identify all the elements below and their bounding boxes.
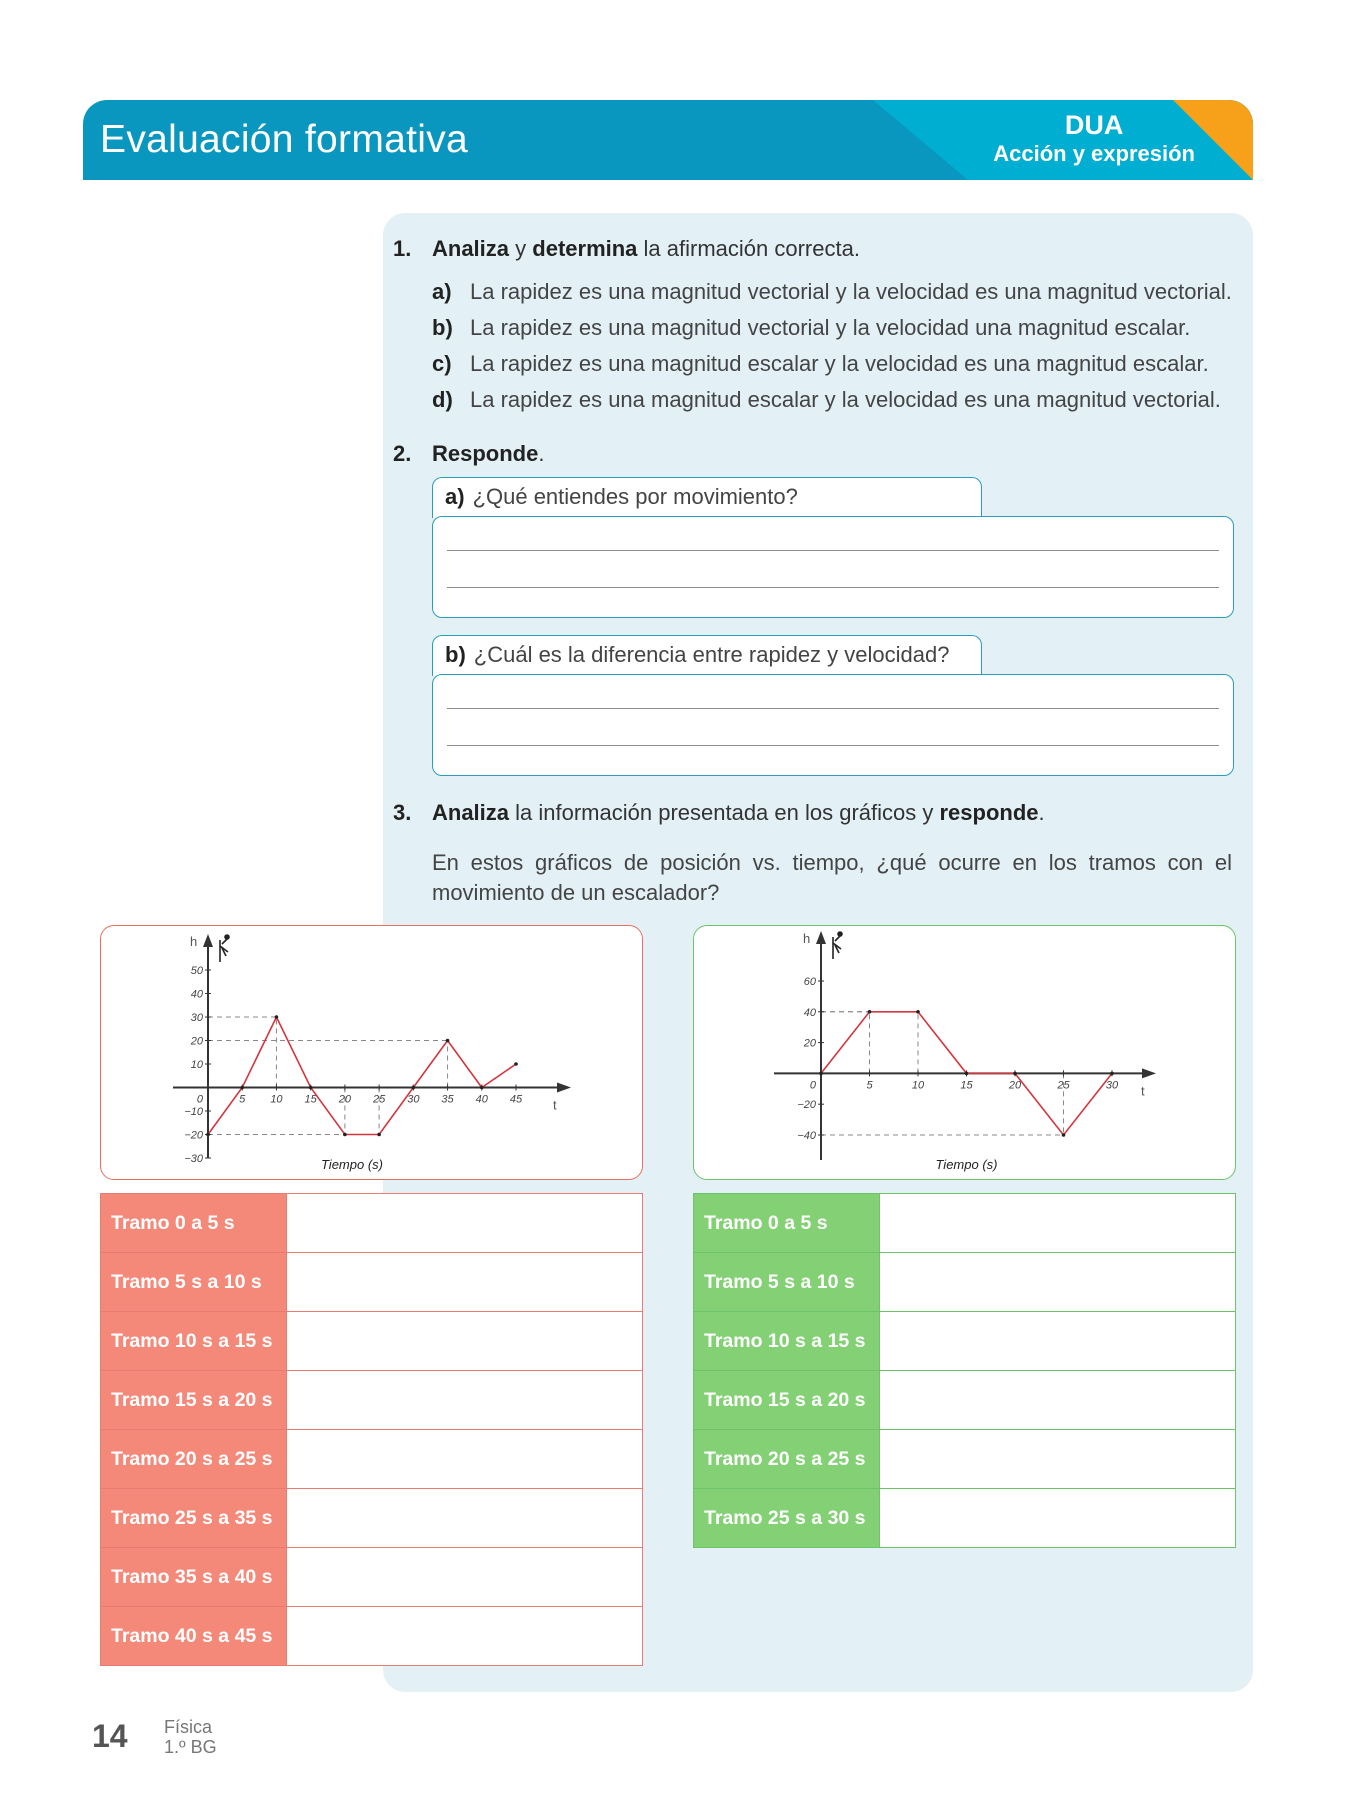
q2-rest: . (538, 441, 545, 466)
q1-rest: la afirmación correcta. (637, 236, 860, 261)
dua-badge (993, 110, 1195, 168)
data-point (480, 1086, 484, 1090)
option-label: a) (432, 279, 452, 304)
x-tick-label: 25 (372, 1093, 386, 1106)
tramo-answer-cell[interactable] (880, 1489, 1236, 1548)
x-tick-label: 40 (475, 1093, 488, 1106)
x-tick-label: 30 (407, 1093, 420, 1106)
data-point (446, 1039, 450, 1043)
tramo-answer-cell[interactable] (287, 1312, 643, 1371)
table-row (694, 1371, 1236, 1430)
tramo-answer-cell[interactable] (287, 1430, 643, 1489)
data-point (514, 1062, 518, 1066)
y-tick-label: 40 (803, 1006, 816, 1019)
data-point (412, 1086, 416, 1090)
q2a-answer-box[interactable] (432, 516, 1234, 618)
data-point (868, 1010, 872, 1014)
q2a-label: a) (445, 484, 465, 509)
q3-middle: la información presentada en los gráficos y (509, 800, 940, 825)
tramo-answer-cell[interactable] (287, 1194, 643, 1253)
option-text: La rapidez es una magnitud vectorial y la velocidad una magnitud escalar. (470, 315, 1191, 340)
grade-level: 1.º BG (164, 1737, 217, 1757)
x-tick-label: 15 (960, 1079, 973, 1092)
y-tick-label: 60 (803, 976, 816, 988)
answer-line (447, 745, 1219, 746)
table-row (694, 1430, 1236, 1489)
page-title: Evaluación formativa (100, 118, 469, 161)
tramo-label: Tramo 20 s a 25 s (101, 1430, 287, 1489)
x-tick-label: 20 (338, 1093, 352, 1106)
table-row (101, 1548, 643, 1607)
y-tick-label: 40 (190, 988, 203, 1001)
x-axis-label: Tiempo (s) (320, 1157, 384, 1172)
x-axis-symbol: t (1141, 1083, 1145, 1099)
tramo-label: Tramo 40 s a 45 s (101, 1607, 287, 1666)
tramo-answer-cell[interactable] (880, 1430, 1236, 1489)
option-text: La rapidez es una magnitud escalar y la velocidad es una magnitud vectorial. (470, 387, 1221, 412)
q1-prompt (432, 236, 860, 262)
dua-category: Acción y expresión (993, 141, 1195, 166)
tramo-answer-cell[interactable] (880, 1371, 1236, 1430)
option-label: d) (432, 387, 453, 412)
data-point (343, 1133, 347, 1137)
tramo-label: Tramo 10 s a 15 s (101, 1312, 287, 1371)
y-tick-label: 10 (190, 1059, 203, 1071)
q2a-question-tab (432, 477, 982, 518)
q2b-label: b) (445, 642, 466, 667)
position-time-chart-2 (694, 926, 1235, 1179)
y-axis-symbol: h (803, 931, 811, 946)
data-point (1110, 1072, 1114, 1076)
x-axis-label: Tiempo (s) (935, 1157, 998, 1172)
data-point (309, 1086, 313, 1090)
x-tick-label: 5 (239, 1093, 246, 1106)
table-row (694, 1312, 1236, 1371)
table-row (101, 1194, 643, 1253)
option-text: La rapidez es una magnitud escalar y la velocidad es una magnitud escalar. (470, 351, 1209, 376)
y-tick-label: 20 (803, 1037, 816, 1050)
y-tick-label: −20 (797, 1099, 816, 1112)
q1-option-a[interactable] (432, 279, 1232, 305)
q3-paragraph: En estos gráficos de posición vs. tiempo, ¿qué ocurre en los tramos con el movimiento de un escalador? (432, 850, 1232, 905)
table-row (694, 1253, 1236, 1312)
subject-name: Física (164, 1717, 213, 1737)
x-tick-label: 45 (509, 1093, 523, 1106)
page-number: 14 (92, 1718, 128, 1754)
tramo-answer-cell[interactable] (287, 1253, 643, 1312)
tramo-label: Tramo 0 a 5 s (694, 1194, 880, 1253)
tramos-table-left (100, 1193, 643, 1666)
data-point (916, 1010, 920, 1014)
tramo-label: Tramo 10 s a 15 s (694, 1312, 880, 1371)
y-axis-arrow-icon (816, 931, 826, 944)
origin-label: 0 (809, 1079, 816, 1092)
q1-option-b[interactable] (432, 315, 1190, 341)
q2-prompt (432, 441, 544, 467)
table-row (101, 1430, 643, 1489)
data-point (1013, 1072, 1017, 1076)
y-tick-label: −40 (797, 1130, 816, 1142)
tramo-label: Tramo 25 s a 35 s (101, 1489, 287, 1548)
q2-number: 2. (393, 441, 412, 466)
y-tick-label: 20 (190, 1035, 203, 1048)
option-label: c) (432, 351, 452, 376)
q3-number: 3. (393, 800, 412, 825)
table-row (101, 1253, 643, 1312)
x-axis-arrow-icon (1142, 1068, 1156, 1078)
q1-number: 1. (393, 236, 412, 261)
answer-line (447, 708, 1219, 709)
tramo-label: Tramo 5 s a 10 s (694, 1253, 880, 1312)
tramo-answer-cell[interactable] (880, 1253, 1236, 1312)
tramo-answer-cell[interactable] (880, 1312, 1236, 1371)
x-tick-label: 5 (866, 1079, 873, 1092)
q2b-answer-box[interactable] (432, 674, 1234, 776)
option-text: La rapidez es una magnitud vectorial y la velocidad es una magnitud vectorial. (470, 279, 1232, 304)
table-row (101, 1371, 643, 1430)
climber-icon (220, 935, 229, 962)
x-axis-symbol: t (553, 1097, 557, 1113)
tramo-answer-cell[interactable] (880, 1194, 1236, 1253)
data-point (377, 1133, 381, 1137)
origin-label: 0 (196, 1093, 203, 1106)
x-tick-label: 10 (270, 1093, 283, 1106)
q2b-question-tab (432, 635, 982, 676)
tramo-label: Tramo 5 s a 10 s (101, 1253, 287, 1312)
table-row (694, 1489, 1236, 1548)
section-header (83, 100, 1253, 180)
q1-conj: y (509, 236, 533, 261)
tramo-label: Tramo 0 a 5 s (101, 1194, 287, 1253)
y-axis-symbol: h (190, 934, 198, 949)
tramo-label: Tramo 35 s a 40 s (101, 1548, 287, 1607)
y-tick-label: −30 (184, 1153, 203, 1165)
y-axis-arrow-icon (203, 934, 213, 947)
dua-label: DUA (1064, 110, 1124, 140)
data-point (240, 1086, 244, 1090)
table-row (101, 1607, 643, 1666)
data-point (819, 1072, 823, 1076)
x-tick-label: 20 (1008, 1079, 1022, 1092)
x-tick-label: 25 (1057, 1079, 1070, 1092)
data-point (275, 1015, 279, 1019)
q1-option-c[interactable] (432, 351, 1209, 377)
q1-option-d[interactable] (432, 387, 1221, 413)
chart-left-box (100, 925, 643, 1180)
table-row (101, 1489, 643, 1548)
tramo-answer-cell[interactable] (287, 1371, 643, 1430)
footer-subject (164, 1717, 217, 1757)
tramo-answer-cell[interactable] (287, 1607, 643, 1666)
data-point (206, 1133, 210, 1137)
data-point (965, 1072, 969, 1076)
option-label: b) (432, 315, 453, 340)
y-tick-label: 50 (190, 965, 203, 977)
q1-verb2: determina (532, 236, 638, 261)
q2b-text: ¿Cuál es la diferencia entre rapidez y velocidad? (473, 642, 950, 667)
x-axis-arrow-icon (557, 1083, 571, 1093)
y-tick-label: −20 (184, 1129, 203, 1142)
y-tick-label: 30 (190, 1012, 203, 1024)
x-tick-label: 10 (911, 1079, 925, 1092)
answer-line (447, 587, 1219, 588)
q3-prompt (432, 800, 1045, 826)
q3-rest: . (1038, 800, 1045, 825)
q3-verb1: Analiza (432, 800, 510, 825)
climber-icon (833, 932, 842, 959)
tramos-table-right (693, 1193, 1236, 1548)
table-row (101, 1312, 643, 1371)
x-tick-label: 30 (1105, 1079, 1119, 1092)
x-tick-label: 15 (304, 1093, 317, 1106)
q1-verb1: Analiza (432, 236, 510, 261)
tramo-answer-cell[interactable] (287, 1489, 643, 1548)
answer-line (447, 550, 1219, 551)
position-time-chart-1 (101, 926, 642, 1179)
tramo-label: Tramo 15 s a 20 s (101, 1371, 287, 1430)
q2-verb: Responde (432, 441, 539, 466)
q2a-text: ¿Qué entiendes por movimiento? (472, 484, 798, 509)
q3-verb2: responde (939, 800, 1039, 825)
table-row (694, 1194, 1236, 1253)
tramo-answer-cell[interactable] (287, 1548, 643, 1607)
y-tick-label: −10 (184, 1106, 203, 1118)
tramo-label: Tramo 20 s a 25 s (694, 1430, 880, 1489)
x-tick-label: 35 (441, 1093, 454, 1106)
tramo-label: Tramo 15 s a 20 s (694, 1371, 880, 1430)
data-point (1062, 1133, 1066, 1137)
chart-right-box (693, 925, 1236, 1180)
series-line (208, 1017, 516, 1135)
tramo-label: Tramo 25 s a 30 s (694, 1489, 880, 1548)
